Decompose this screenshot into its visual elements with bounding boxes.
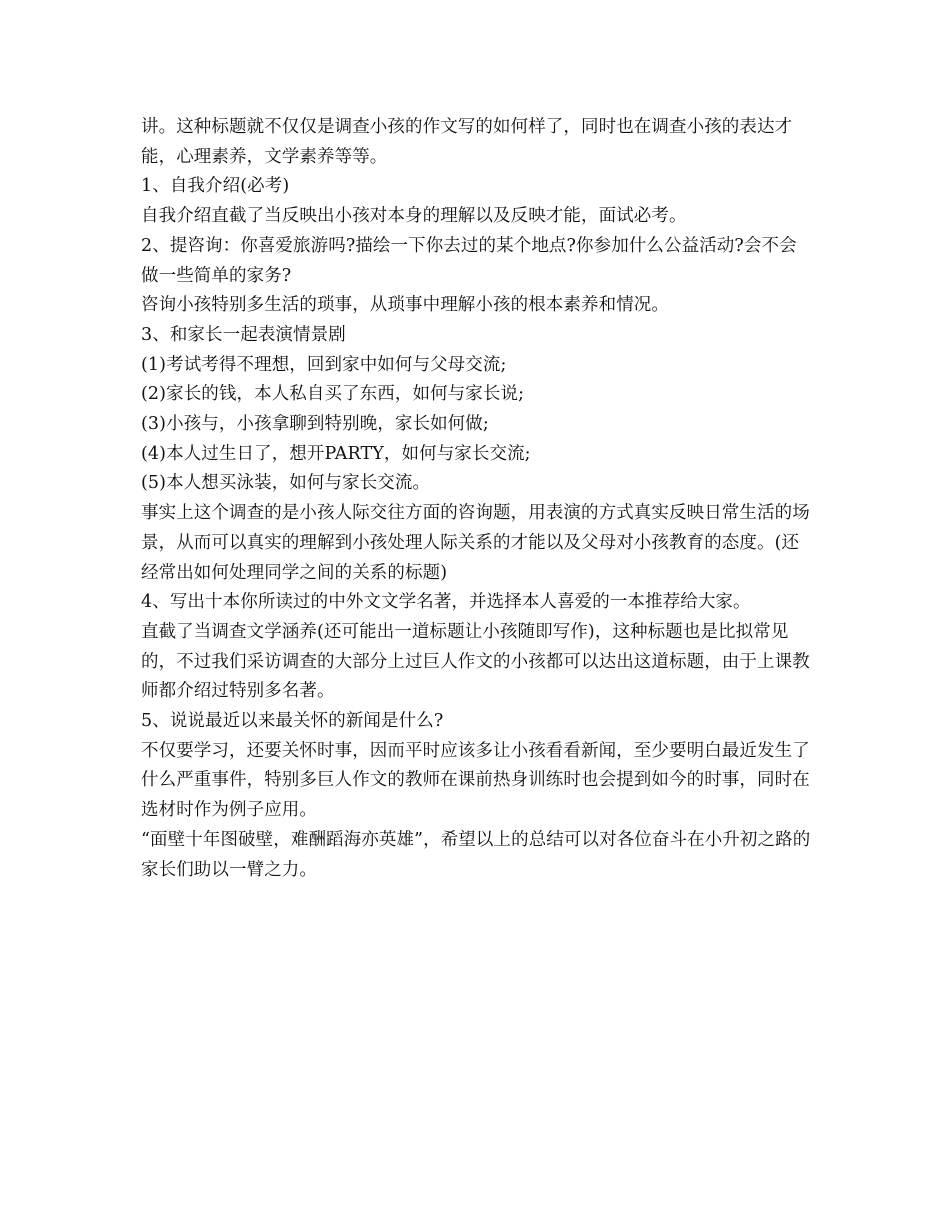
list-item-role-play-2: (2)家长的钱，本人私自买了东西，如何与家长说; [141, 384, 525, 405]
heading-self-introduction: 1、自我介绍(必考) [141, 176, 290, 197]
heading-news: 5、说说最近以来最关怀的新闻是什么? [141, 711, 444, 732]
paragraph-questions: 咨询小孩特别多生活的琐事，从琐事中理解小孩的根本素养和情况。 [141, 295, 669, 316]
list-item-role-play-1: (1)考试考得不理想，回到家中如何与父母交流; [141, 354, 507, 375]
heading-role-play: 3、和家长一起表演情景剧 [141, 324, 346, 345]
document-body [141, 113, 811, 885]
list-item-role-play-5: (5)本人想买泳装，如何与家长交流。 [141, 473, 431, 494]
paragraph-closing: “面壁十年图破壁，难酬蹈海亦英雄”，希望以上的总结可以对各位奋斗在小升初之路的家长们助以一臂之力。 [141, 829, 811, 880]
paragraph-self-introduction: 自我介绍直截了当反映出小孩对本身的理解以及反映才能，面试必考。 [141, 206, 687, 227]
list-item-role-play-4: (4)本人过生日了，想开PARTY，如何与家长交流; [141, 443, 531, 464]
heading-literature: 4、写出十本你所读过的中外文文学名著，并选择本人喜爱的一本推荐给大家。 [141, 592, 751, 613]
paragraph-news: 不仅要学习，还要关怀时事，因而平时应该多让小孩看看新闻，至少要明白最近发生了什么严重事件，特别多巨人作文的教师在课前热身训练时也会提到如今的时事，同时在选材时作为例子应用。 [141, 740, 810, 821]
paragraph-role-play-explanation: 事实上这个调查的是小孩人际交往方面的咨询题，用表演的方式真实反映日常生活的场景，从而可以真实的理解到小孩处理人际关系的才能以及父母对小孩教育的态度。(还经常出如何处理同学之间的关系的标题) [141, 503, 810, 583]
paragraph-literature: 直截了当调查文学涵养(还可能出一道标题让小孩随即写作)，这种标题也是比拟常见的，不过我们采访调查的大部分上过巨人作文的小孩都可以达出这道标题，由于上课教师都介绍过特别多名著。 [141, 621, 810, 702]
heading-questions: 2、提咨询：你喜爱旅游吗?描绘一下你去过的某个地点?你参加什么公益活动?会不会做一些简单的家务? [141, 235, 797, 286]
list-item-role-play-3: (3)小孩与，小孩拿聊到特别晚，家长如何做; [141, 414, 489, 435]
paragraph-intro-continuation: 讲。这种标题就不仅仅是调查小孩的作文写的如何样了，同时也在调查小孩的表达才能，心理素养，文学素养等等。 [141, 117, 793, 167]
